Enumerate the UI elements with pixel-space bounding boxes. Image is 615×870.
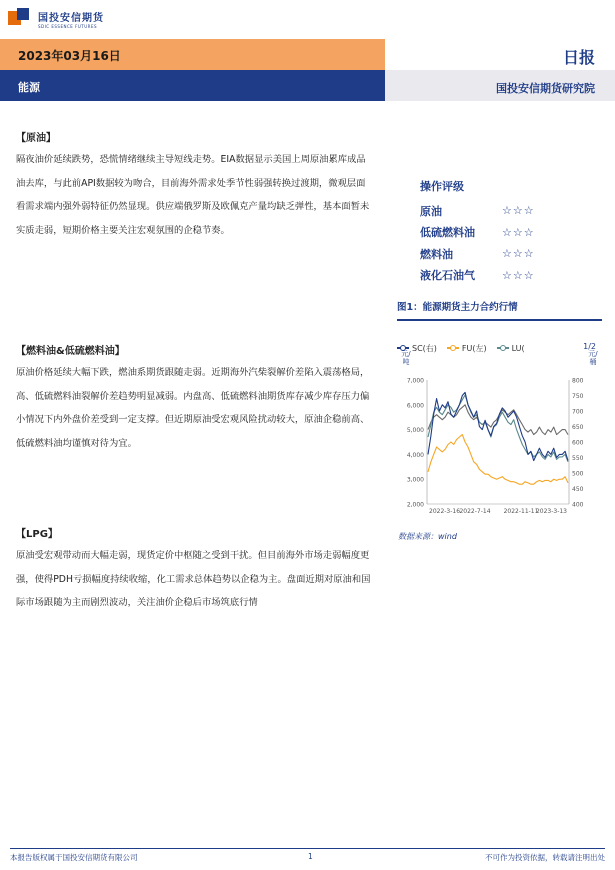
y-left-tick-label: 3,000 <box>406 476 424 484</box>
x-tick-label: 2022-3-16 <box>429 508 461 515</box>
page-number: 1 <box>308 852 313 861</box>
legend-label: SC(右) <box>412 343 437 353</box>
rating-name: 低硫燃料油 <box>420 226 475 240</box>
footer-divider <box>10 848 605 849</box>
rating-row <box>420 200 600 222</box>
report-type-band <box>385 39 615 70</box>
figure-title: 图1：能源期货主力合约行情 <box>397 302 518 313</box>
y-right-tick-label: 500 <box>572 470 584 478</box>
y-right-tick-label: 400 <box>572 501 584 509</box>
rating-name: 液化石油气 <box>420 269 475 283</box>
section-text-fuel: 原油价格延续大幅下跌，燃油系期货跟随走弱。近期海外汽柴裂解价差陷入震荡格局，高、低硫燃料油裂解价差趋势明显减弱。内盘高、低硫燃料油期货库存减少库存压力偏小情况下内外盘价差受到一定支撑。但近期原油受宏观风险扰动较大，原油企稳前高、低硫燃料油均谨慎对待为宜。 <box>16 367 370 449</box>
y-right-tick-label: 550 <box>572 455 584 462</box>
report-type: 日报 <box>562 48 595 67</box>
footer-copyright: 本报告版权属于国投安信期货有限公司 <box>10 853 138 862</box>
company-logo <box>8 8 104 30</box>
rating-row <box>420 243 600 265</box>
rating-name: 原油 <box>420 204 442 218</box>
legend-page-indicator[interactable]: 1/2 <box>583 342 596 351</box>
institute-band <box>385 70 615 101</box>
section-title-fuel: 【燃料油&低硫燃料油】 <box>16 346 125 357</box>
y-left-unit: 元/吨 <box>401 350 411 366</box>
date-band <box>0 39 385 70</box>
sector-band <box>0 70 385 101</box>
rating-row <box>420 222 600 244</box>
rating-stars: ☆☆☆ <box>502 247 535 261</box>
series-line <box>428 435 568 485</box>
data-source: 数据来源：wind <box>398 532 457 541</box>
report-date: 2023年03月16日 <box>18 49 121 63</box>
x-tick-label: 2022-11-11 <box>503 508 539 515</box>
rating-header: 操作评级 <box>420 180 464 193</box>
price-chart <box>397 338 602 520</box>
y-right-tick-label: 650 <box>572 424 584 431</box>
y-left-tick-label: 4,000 <box>406 451 424 459</box>
figure-divider <box>397 319 602 321</box>
y-right-tick-label: 700 <box>572 408 584 416</box>
y-right-tick-label: 800 <box>572 377 584 385</box>
rating-name: 燃料油 <box>420 247 453 261</box>
y-right-tick-label: 600 <box>572 439 584 447</box>
rating-stars: ☆☆☆ <box>502 268 535 282</box>
section-title-lpg: 【LPG】 <box>16 529 58 540</box>
section-title-crude: 【原油】 <box>16 133 56 144</box>
y-left-tick-label: 7,000 <box>406 377 424 385</box>
x-tick-label: 2023-3-13 <box>535 508 567 515</box>
rating-row <box>420 265 600 287</box>
y-left-tick-label: 6,000 <box>406 402 424 410</box>
rating-stars: ☆☆☆ <box>502 204 535 218</box>
y-right-tick-label: 750 <box>572 393 584 400</box>
logo-name-cn: 国投安信期货 <box>38 13 104 24</box>
logo-mark-icon <box>8 8 34 30</box>
legend-label: LU( <box>511 343 525 353</box>
series-line <box>428 392 568 460</box>
x-tick-label: 2022-7-14 <box>459 508 491 515</box>
rating-panel <box>420 178 600 286</box>
sector-label: 能源 <box>18 81 40 94</box>
institute-name: 国投安信期货研究院 <box>496 82 595 95</box>
chart-canvas <box>397 338 602 520</box>
y-left-tick-label: 5,000 <box>406 427 424 435</box>
footer-disclaimer: 不可作为投资依据，转载请注明出处 <box>485 853 605 862</box>
y-left-tick-label: 2,000 <box>406 501 424 509</box>
section-text-crude: 隔夜油价延续跌势，恐慌情绪继续主导短线走势。EIA数据显示美国上周原油累库成品油去库，与此前API数据较为吻合，目前海外需求处季节性弱强转换过渡期，微观层面看需求端内强外弱特征仍然显现。供应端俄罗斯及欧佩克产量均缺乏弹性，基本面暂未实质走弱，短期价格主要关注宏观氛围的企稳节奏。 <box>16 154 370 236</box>
legend-label: FU(左) <box>461 343 487 353</box>
section-text-lpg: 原油受宏观带动而大幅走弱，现货定价中枢随之受到干扰。但目前海外市场走弱幅度更强，使得PDH亏损幅度持续收缩，化工需求总体趋势以企稳为主。盘面近期对原油和国际市场跟随为主而剧烈波动，关注油价企稳后市场筑底行情 <box>16 550 371 608</box>
y-right-tick-label: 450 <box>572 486 584 493</box>
logo-name-en: SDIC ESSENCE FUTURES <box>38 24 98 29</box>
y-right-unit: 元/桶 <box>588 350 598 366</box>
rating-stars: ☆☆☆ <box>502 225 535 239</box>
